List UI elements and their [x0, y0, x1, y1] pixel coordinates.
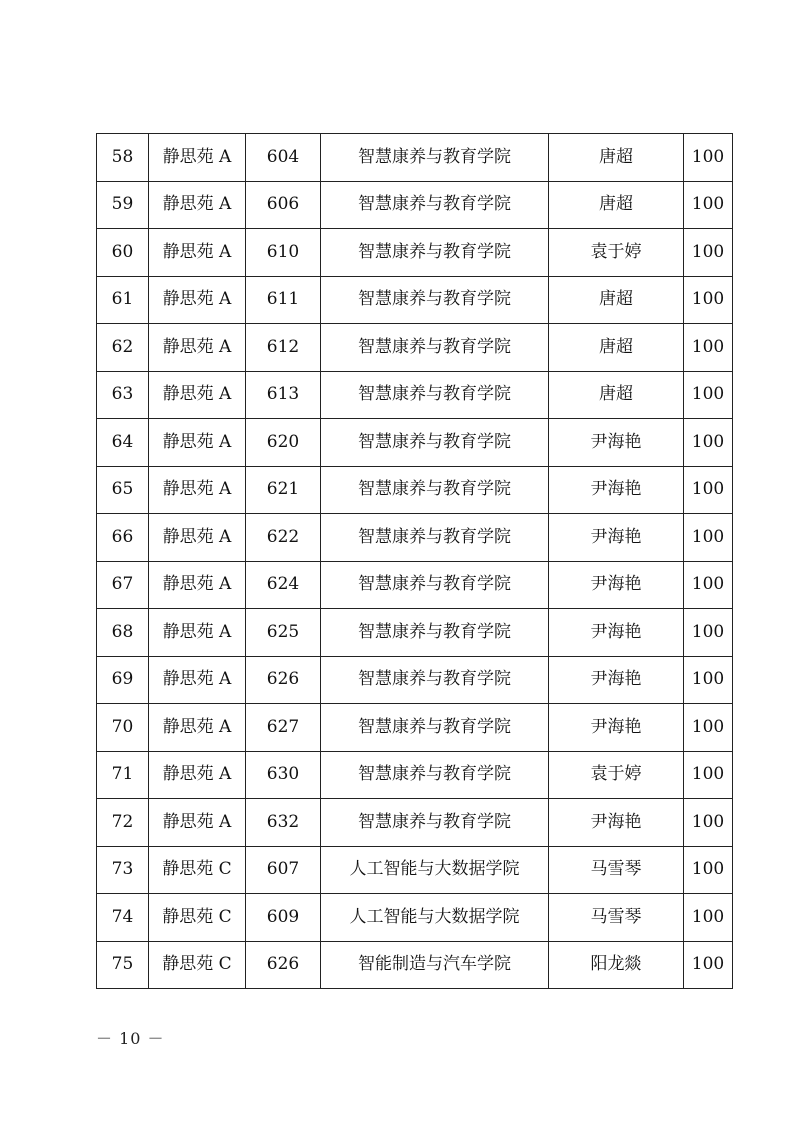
building-cell: 静思苑 A — [149, 181, 246, 229]
room-number-cell: 622 — [246, 514, 321, 562]
room-number-cell: 630 — [246, 751, 321, 799]
score-cell: 100 — [684, 324, 733, 372]
score-cell: 100 — [684, 846, 733, 894]
row-number-cell: 69 — [97, 656, 149, 704]
table-row — [97, 799, 733, 847]
row-number-cell: 71 — [97, 751, 149, 799]
college-cell: 智慧康养与教育学院 — [321, 229, 549, 277]
table-row — [97, 656, 733, 704]
room-number-cell: 604 — [246, 134, 321, 182]
room-number-cell: 625 — [246, 609, 321, 657]
college-cell: 智慧康养与教育学院 — [321, 561, 549, 609]
building-cell: 静思苑 A — [149, 419, 246, 467]
counselor-cell: 唐超 — [549, 276, 684, 324]
table-body — [97, 134, 733, 989]
building-cell: 静思苑 A — [149, 466, 246, 514]
table-row — [97, 419, 733, 467]
table-row — [97, 229, 733, 277]
row-number-cell: 60 — [97, 229, 149, 277]
counselor-cell: 马雪琴 — [549, 846, 684, 894]
score-cell: 100 — [684, 941, 733, 989]
college-cell: 智慧康养与教育学院 — [321, 799, 549, 847]
building-cell: 静思苑 A — [149, 561, 246, 609]
room-number-cell: 621 — [246, 466, 321, 514]
college-cell: 智慧康养与教育学院 — [321, 134, 549, 182]
building-cell: 静思苑 A — [149, 609, 246, 657]
counselor-cell: 尹海艳 — [549, 514, 684, 562]
counselor-cell: 尹海艳 — [549, 466, 684, 514]
row-number-cell: 61 — [97, 276, 149, 324]
room-number-cell: 610 — [246, 229, 321, 277]
row-number-cell: 58 — [97, 134, 149, 182]
table-row — [97, 751, 733, 799]
score-cell: 100 — [684, 704, 733, 752]
row-number-cell: 59 — [97, 181, 149, 229]
counselor-cell: 尹海艳 — [549, 704, 684, 752]
building-cell: 静思苑 A — [149, 229, 246, 277]
college-cell: 智慧康养与教育学院 — [321, 704, 549, 752]
score-cell: 100 — [684, 609, 733, 657]
row-number-cell: 74 — [97, 894, 149, 942]
counselor-cell: 尹海艳 — [549, 561, 684, 609]
college-cell: 智能制造与汽车学院 — [321, 941, 549, 989]
room-number-cell: 624 — [246, 561, 321, 609]
table-row — [97, 514, 733, 562]
room-number-cell: 626 — [246, 656, 321, 704]
college-cell: 智慧康养与教育学院 — [321, 181, 549, 229]
college-cell: 智慧康养与教育学院 — [321, 276, 549, 324]
room-number-cell: 609 — [246, 894, 321, 942]
counselor-cell: 尹海艳 — [549, 656, 684, 704]
college-cell: 人工智能与大数据学院 — [321, 894, 549, 942]
building-cell: 静思苑 A — [149, 134, 246, 182]
college-cell: 智慧康养与教育学院 — [321, 609, 549, 657]
table-row — [97, 371, 733, 419]
score-cell: 100 — [684, 561, 733, 609]
row-number-cell: 65 — [97, 466, 149, 514]
row-number-cell: 64 — [97, 419, 149, 467]
room-number-cell: 607 — [246, 846, 321, 894]
building-cell: 静思苑 A — [149, 276, 246, 324]
row-number-cell: 68 — [97, 609, 149, 657]
college-cell: 智慧康养与教育学院 — [321, 751, 549, 799]
row-number-cell: 63 — [97, 371, 149, 419]
row-number-cell: 67 — [97, 561, 149, 609]
table-row — [97, 561, 733, 609]
counselor-cell: 唐超 — [549, 371, 684, 419]
table-row — [97, 466, 733, 514]
counselor-cell: 尹海艳 — [549, 609, 684, 657]
counselor-cell: 唐超 — [549, 134, 684, 182]
building-cell: 静思苑 A — [149, 324, 246, 372]
room-number-cell: 632 — [246, 799, 321, 847]
building-cell: 静思苑 A — [149, 751, 246, 799]
room-number-cell: 626 — [246, 941, 321, 989]
room-number-cell: 627 — [246, 704, 321, 752]
score-cell: 100 — [684, 181, 733, 229]
building-cell: 静思苑 A — [149, 656, 246, 704]
row-number-cell: 70 — [97, 704, 149, 752]
college-cell: 智慧康养与教育学院 — [321, 324, 549, 372]
score-cell: 100 — [684, 134, 733, 182]
building-cell: 静思苑 A — [149, 704, 246, 752]
building-cell: 静思苑 C — [149, 941, 246, 989]
counselor-cell: 马雪琴 — [549, 894, 684, 942]
table-row — [97, 941, 733, 989]
row-number-cell: 62 — [97, 324, 149, 372]
score-cell: 100 — [684, 229, 733, 277]
score-cell: 100 — [684, 656, 733, 704]
room-number-cell: 611 — [246, 276, 321, 324]
counselor-cell: 阳龙燚 — [549, 941, 684, 989]
counselor-cell: 袁于婷 — [549, 751, 684, 799]
score-cell: 100 — [684, 419, 733, 467]
counselor-cell: 尹海艳 — [549, 419, 684, 467]
college-cell: 智慧康养与教育学院 — [321, 514, 549, 562]
score-cell: 100 — [684, 514, 733, 562]
table-row — [97, 609, 733, 657]
score-cell: 100 — [684, 371, 733, 419]
building-cell: 静思苑 C — [149, 846, 246, 894]
counselor-cell: 唐超 — [549, 181, 684, 229]
score-cell: 100 — [684, 466, 733, 514]
room-number-cell: 606 — [246, 181, 321, 229]
table-row — [97, 134, 733, 182]
building-cell: 静思苑 A — [149, 799, 246, 847]
building-cell: 静思苑 C — [149, 894, 246, 942]
college-cell: 智慧康养与教育学院 — [321, 466, 549, 514]
building-cell: 静思苑 A — [149, 514, 246, 562]
dormitory-score-table — [96, 133, 733, 989]
college-cell: 智慧康养与教育学院 — [321, 419, 549, 467]
room-number-cell: 620 — [246, 419, 321, 467]
college-cell: 智慧康养与教育学院 — [321, 371, 549, 419]
row-number-cell: 72 — [97, 799, 149, 847]
row-number-cell: 75 — [97, 941, 149, 989]
row-number-cell: 66 — [97, 514, 149, 562]
building-cell: 静思苑 A — [149, 371, 246, 419]
college-cell: 人工智能与大数据学院 — [321, 846, 549, 894]
score-cell: 100 — [684, 276, 733, 324]
table-row — [97, 181, 733, 229]
table-row — [97, 276, 733, 324]
counselor-cell: 唐超 — [549, 324, 684, 372]
table-row — [97, 846, 733, 894]
counselor-cell: 袁于婷 — [549, 229, 684, 277]
score-cell: 100 — [684, 799, 733, 847]
row-number-cell: 73 — [97, 846, 149, 894]
score-cell: 100 — [684, 894, 733, 942]
table-row — [97, 704, 733, 752]
college-cell: 智慧康养与教育学院 — [321, 656, 549, 704]
table-row — [97, 324, 733, 372]
room-number-cell: 612 — [246, 324, 321, 372]
room-number-cell: 613 — [246, 371, 321, 419]
page-number: － 10 － — [96, 1029, 165, 1048]
counselor-cell: 尹海艳 — [549, 799, 684, 847]
table-row — [97, 894, 733, 942]
score-cell: 100 — [684, 751, 733, 799]
